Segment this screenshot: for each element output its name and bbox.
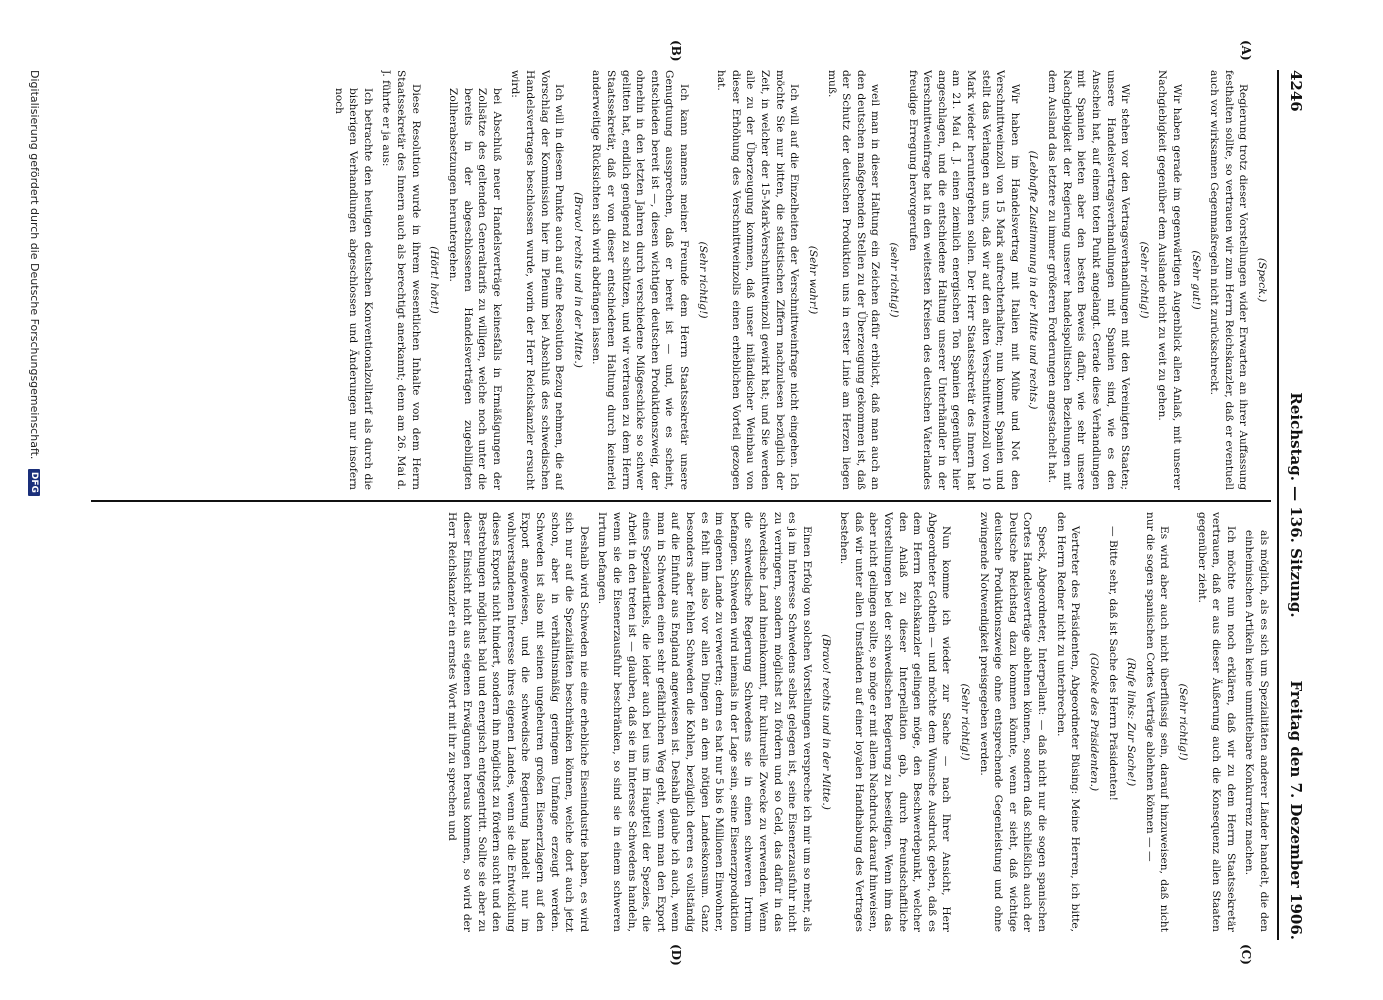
paragraph: bei Abschluß neuer Handelsverträge keinesfalls in Ermäßigungen der Zollsätze des geltenden Generaltarifs zu willigen, welche noch unter die bereits in der abgeschlossenen Handelsverträgen zugebilligten Zollherabsetzungen heruntergehen. [446,88,503,490]
running-title: Reichstag. — 136. Sitzung. [1287,392,1305,618]
paragraph: Ich kann namens meiner Freunde dem Herrn Staatssekretär unsere Genugtuung aussprechen, daß er bereit ist — und, wie es scheint, entschieden bereit ist —, diesen wichtigen deutschen Produktionszweig, der ohnehin in den letzten Jahren durch verschiedene Mißgeschicke so schwer gelitten hat, endlich genügend zu schützen, und wir vertrauen zu dem Herrn Staatssekretär, daß er von dieser entschiedenen Haltung durch keinerlei anderweitige Rücksichten sich wird abdrängen lassen. [590,70,691,490]
paragraph: Ich möchte nun noch erklären, daß wir zu dem Herrn Staatssekretär vertrauen, daß er aus dieser Äußerung auch die Konsequenz allen Staaten gegenüber zieht. [1195,512,1237,932]
paragraph: Deshalb wird Schweden nie eine erhebliche Eisenindustrie haben, es wird sich nur auf die Spezialitäten beschränken können, welche dort auch jetzt schon, aber in verhältnismäßig geringem Umfange erzeugt werden. Schweden ist also mit seinen ungeheuren großen Eisenerzlagern auf den Export angewiesen, und die schwedische Regierung handelt nur im wohlverstandenen Interesse ihres eigenen Landes, wenn sie die Entwicklung dieses Exports nicht hindert, sondern ihn möglichst zu fördern sucht und den Bestrebungen möglichst bald und energisch entgegentritt. Sollte sie aber zu dieser Einsicht nicht aus eigenen Erwägungen heraus kommen, so wird der Herr Reichskanzler ein ernstes Wort mit ihr zu sprechen und [446,512,590,932]
footer-credit: Digitalisierung gefördert durch die Deutsche Forschungsgemeinschaft. [28,70,41,460]
left-column [91,70,1271,490]
column-divider [91,500,1271,502]
paragraph: Diese Resolution wurde in ihrem wesentlichen Inhalte von dem Herrn Staatssekretär des Innern auch als berechtigt anerkannt; denn am 26. Mai d. J. führte er ja aus: [380,70,422,490]
header-rule [1277,70,1279,940]
paragraph: — Bitte sehr, daß ist Sache des Herrn Präsidenten! [1106,526,1119,801]
interjection: (Bravo! rechts und in der Mitte.) [571,192,584,368]
paragraph: als möglich, als es sich um Spezialitäten anderer Länder handelt, die den einheimischen Artikeln keine unmittelbare Konkurrenz machen. [1243,530,1270,932]
session-date: Freitag den 7. Dezember 1906. [1287,680,1305,940]
paragraph: Es wird aber auch nicht überflüssig sein, darauf hinzuweisen, daß nicht nur die sogen spanischen Cortes Verträge ablehnen können — — [1143,512,1171,932]
paragraph: Speck, Abgeordneter, Interpellant: — daß nicht nur die sogen spanischen Cortes Handelsverträge ablehnen können, sondern daß schließlich auch der Deutsche Reichstag dazu kommen könnte, wenn er sieht, daß wichtige deutsche Produktionszweige ohne entsprechende Gegenleistung und ohne zwingende Notwendigkeit preisgegeben werden. [977,512,1049,932]
paragraph: Nun komme ich wieder zur Sache — nach Ihrer Ansicht, Herr Abgeordneter Gothein — und möchte dem Wunsche Ausdruck geben, daß es dem Herrn Reichskanzler gelingen möge, den Beschwerdepunkt, welcher den Anlaß zu dieser Interpellation gab, durch freundschaftliche Vorstellungen bei der schwedischen Regierung zu beseitigen. Wenn ihm das aber nicht gelingen sollte, so möge er mit allem Nachdruck darauf hinweisen, daß wir unter allen Umständen auf einer loyalen Handhabung des Vertrages bestehen. [838,512,953,932]
interjection: (Hört! hört!) [428,246,441,314]
interjection: (Sehr richtig!) [959,683,972,761]
interjection: (Sehr richtig!) [1176,683,1189,761]
paragraph: Einen Erfolg von solchen Vorstellungen verspreche ich mir um so mehr, als es ja im Interesse Schwedens selbst gelegen ist, seine Eisenerzausfuhr nicht zu verringern, sondern möglichst zu fördern und so Geld, das dafür in das schwedische Land hineinkommt, für kulturelle Zwecke zu verwenden. Wenn die schwedische Regierung Schwedens sie in einen schweren Irrtum befangen. Schweden wird niemals in der Lage sein, seine Eisenerzproduktion im eigenen Lande zu verwerten; denn es hat nur 5 bis 6 Millionen Einwohner, es fehlt ihm also vor allen Dingen an dem nötigen Landeskonsum. Ganz besonders aber fehlen Schweden die Kohlen, bezüglich deren es vollständig auf die Einfuhr aus England angewiesen ist. Deshalb glaube ich auch, wenn man in Schweden einen sehr gefährlichen Weg geht, wenn man den Export eines Spezialartikels, die leider auch bei uns im Hauptteil der Spezies, die Arbeit in den treten ist — glauben, daß sie im Interesse Schwedens handeln, wenn sie die Eisenerzausfuhr beschränken, so sind sie in einem schweren Irrtum befangen. [596,512,813,932]
interjection: (Sehr richtig!) [696,241,709,319]
dfg-logo: DFG [28,469,40,496]
paragraph: Vertreter des Präsidenten, Abgeordneter Büsing: Meine Herren, ich bitte, den Herrn Redner nicht zu unterbrechen. [1054,512,1082,932]
page-header [1281,70,1305,940]
right-column [91,512,1271,932]
margin-marker-d: (D) [669,944,683,966]
interjection: (Glocke des Präsidenten.) [1087,652,1100,792]
paragraph: Ich will auf die Einzelheiten der Verschnittweinfrage nicht eingehen. Ich möchte Sie nur bitten, die statistischen Ziffern nachzulesen bezüglich der Zeit, in welcher der 15-Mark-Verschnittweinzoll gewirkt hat; und Sie werden alle zu der Überzeugung kommen, daß unser inländischer Weinbau von dieser Erhöhung des Verschnittweinzolls einen erheblichen Vorteil gezogen hat. [715,70,801,490]
interjection: (Sehr wahr!) [806,245,819,315]
margin-marker-b: (B) [669,40,683,62]
paragraph: Wir stehen vor den Vertragsverhandlungen mit den Vereinigten Staaten; unsere Handelsvertragsverhandlungen mit Spanien sind, wie es den Anschein hat, auf einem toten Punkt angelangt. Gerade diese Verhandlungen mit Spanien bieten aber den besten Beweis dafür, wie sehr unsere Nachgiebigkeit der Regierung unserer handelspolitischen Beziehungen mit dem Ausland das letztere zu immer größeren Forderungen angestachelt hat. [1046,70,1132,490]
interjection: (Rufe links: Zur Sache!) [1125,657,1138,787]
interjection: (Bravo! rechts und in der Mitte.) [819,634,832,810]
interjection: (Lebhafte Zustimmung in der Mitte und rechts.) [1027,150,1040,410]
interjection: (Sehr gut!) [1189,250,1202,310]
paragraph: Regierung trotz dieser Vorstellungen wider Erwarten an ihrer Auffassung festhalten sollte, so vertrauen wir zum Herrn Reichskanzler, daß er eventuell auch vor wirksamen Gegenmaßregeln nicht zurückschreckt. [1208,70,1250,490]
page-footer [23,70,41,940]
paragraph: weil man in dieser Haltung ein Zeichen dafür erblickt, daß man auch an den deutschen maßgebenden Stellen zu der Überzeugung gekommen ist, daß der Schutz der deutschen Produktion uns in erster Linie am Herzen liegen muß. [825,70,882,490]
paragraph: Wir haben im Handelsvertrag mit Italien mit Mühe und Not den Verschnittweinzoll von 15 Mark aufrechterhalten; nun kommt Spanien und stellt das Verlangen an uns, daß wir auf den alten Verschnittweinzoll von 10 Mark wieder heruntergehen sollen. Der Herr Staatssekretär des Innern hat am 21. Mai d. J. einen ziemlich energischen Ton Spanien gegenüber hier angeschlagen, und die entschiedene Haltung unserer Unterhändler in der Verschnittweinfrage hat in den weitesten Kreisen des deutschen Vaterlandes freudige Erregung hervorgerufen [906,70,1021,490]
interjection: (sehr richtig!) [887,242,900,318]
interjection: (Sehr richtig!) [1137,241,1150,319]
interjection: (Speck.) [1256,257,1268,303]
paragraph: Wir haben gerade im gegenwärtigen Augenblick allen Anlaß, mit unserer Nachgiebigkeit gegenüber dem Auslande nicht zu weit zu gehen. [1156,70,1183,490]
paragraph: Ich will in diesem Punkte auch auf eine Resolution Bezug nehmen, die auf Vorschlag der Kommission hier im Plenum bei Abschluß des schwedischen Handelsvertrages beschlossen wurde, worin der Herr Reichskanzler ersucht wird: [509,70,566,490]
margin-marker-a: (A) [1239,40,1253,61]
page-number: 4246 [1287,70,1305,112]
margin-marker-c: (C) [1239,944,1253,965]
paragraph: Ich betrachte den heutigen deutschen Konventionalzolltarif als durch die bisherigen Verhandlungen abgeschlossen und Änderungen nur insofern noch [332,88,374,490]
